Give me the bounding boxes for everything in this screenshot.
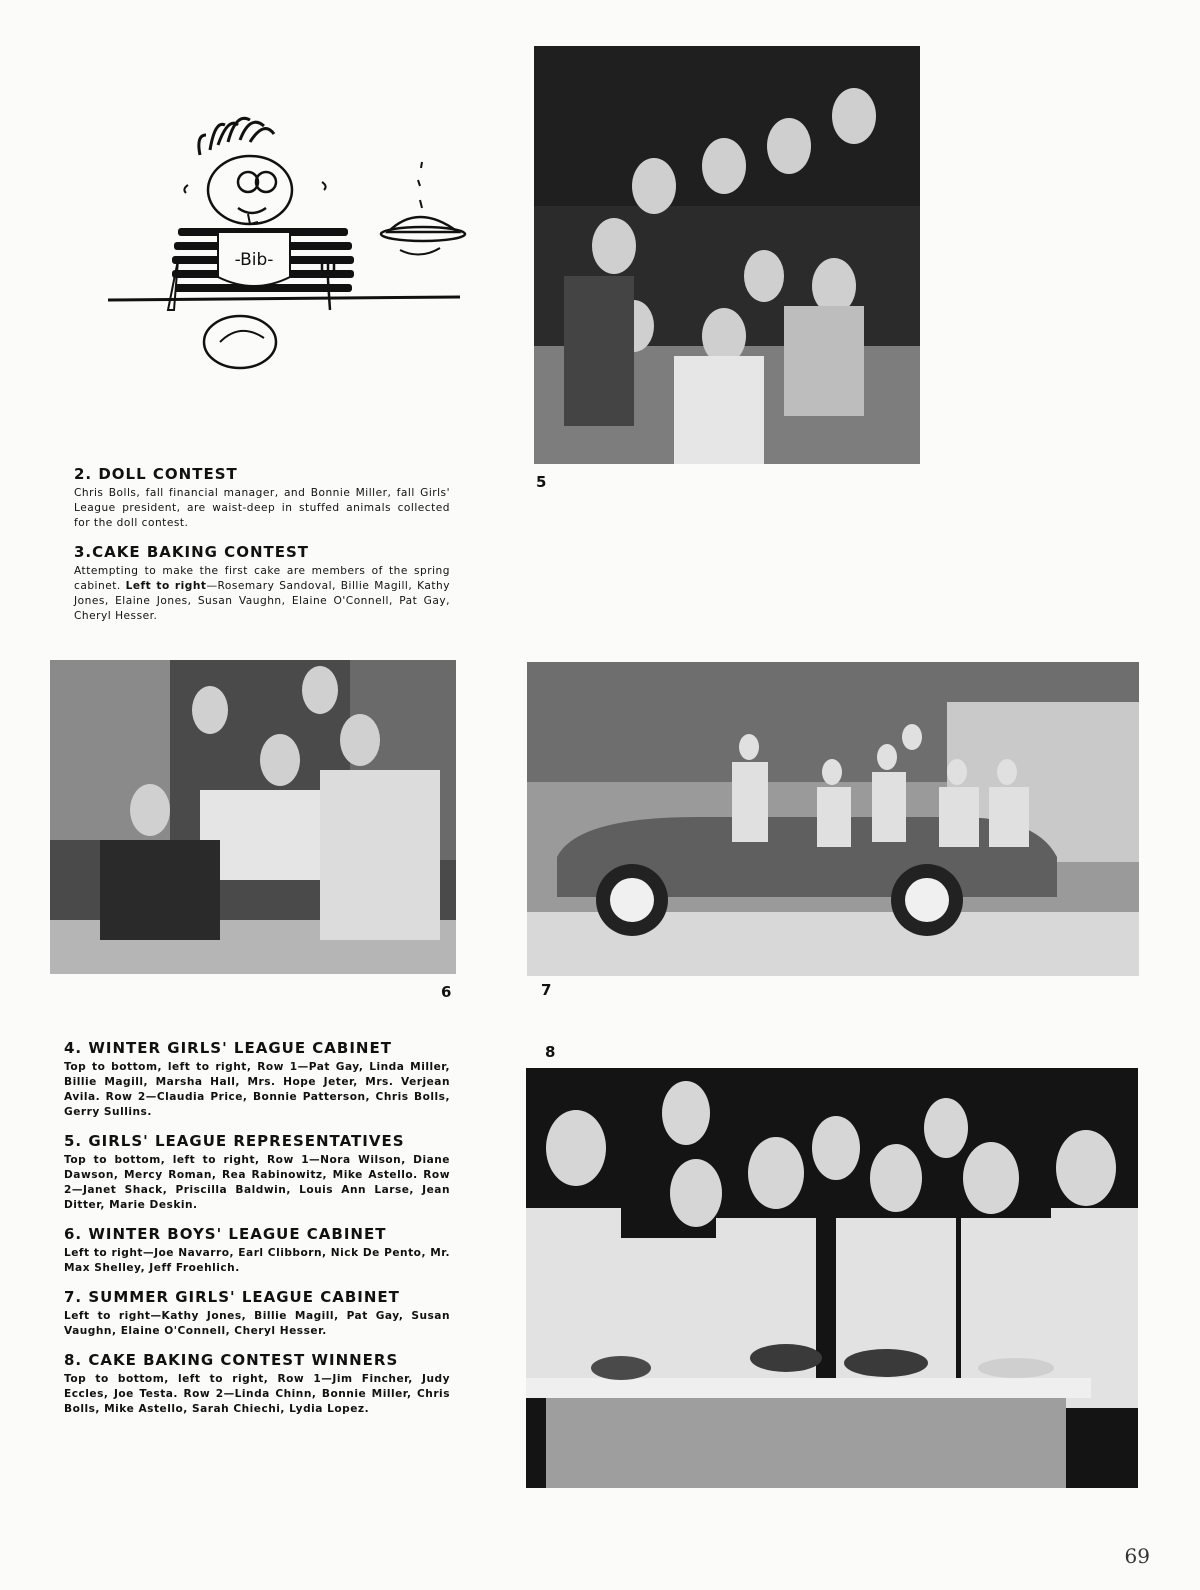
caption-text: —Rosemary Sandoval, Billie Magill, Kathy Jones, Elaine Jones, Susan Vaughn, Elaine O'Connell, Pat Gay, Cheryl Hesser. bbox=[74, 580, 450, 622]
caption-body bbox=[74, 486, 450, 531]
caption-body: Top to bottom, left to right, Row 1—Jim Fincher, Judy Eccles, Joe Testa. Row 2—Linda Chinn, Bonnie Miller, Chris Bolls, Mike Astello, Sarah Chiechi, Lydia Lopez. bbox=[64, 1373, 450, 1415]
caption-heading: 3.CAKE BAKING CONTEST bbox=[74, 543, 310, 561]
photo-number-6: 6 bbox=[441, 983, 452, 1001]
photo-6 bbox=[50, 660, 456, 974]
photo-number-5: 5 bbox=[536, 473, 547, 491]
caption-body: Left to right—Kathy Jones, Billie Magill, Pat Gay, Susan Vaughn, Elaine O'Connell, Cheryl Hesser. bbox=[64, 1310, 450, 1337]
caption-text: Attempting to make the first cake are members of the spring cabinet. bbox=[74, 565, 450, 592]
caption-heading: 2. DOLL CONTEST bbox=[74, 465, 238, 483]
photo-7 bbox=[527, 662, 1139, 976]
caption-heading: 6. WINTER BOYS' LEAGUE CABINET bbox=[64, 1225, 387, 1243]
caption-heading: 7. SUMMER GIRLS' LEAGUE CABINET bbox=[64, 1288, 400, 1306]
captions-top bbox=[74, 465, 450, 636]
bib-label: -Bib- bbox=[234, 250, 274, 270]
page-number: 69 bbox=[1124, 1544, 1150, 1568]
caption-body: Top to bottom, left to right, Row 1—Pat Gay, Linda Miller, Billie Magill, Marsha Hall, Mrs. Hope Jeter, Mrs. Verjean Avila. Row 2—Claudia Price, Bonnie Patterson, Chris Bolls, Gerry Sullins. bbox=[64, 1061, 450, 1118]
caption-body: Top to bottom, left to right, Row 1—Nora Wilson, Diane Dawson, Mercy Roman, Rea Rabinowitz, Mike Astello. Row 2—Janet Shack, Priscilla Baldwin, Louis Ann Larse, Jean Ditter, Marie Deskin. bbox=[64, 1154, 450, 1211]
caption-body: Left to right—Joe Navarro, Earl Clibborn, Nick De Pento, Mr. Max Shelley, Jeff Froehlich. bbox=[64, 1247, 450, 1274]
cartoon-drawing bbox=[100, 110, 470, 390]
caption-lead: Left to right bbox=[125, 580, 207, 592]
caption-body bbox=[74, 564, 450, 624]
caption-heading: 8. CAKE BAKING CONTEST WINNERS bbox=[64, 1351, 399, 1369]
caption-heading: 4. WINTER GIRLS' LEAGUE CABINET bbox=[64, 1039, 392, 1057]
photo-8 bbox=[526, 1068, 1138, 1488]
captions-bottom bbox=[64, 1039, 450, 1429]
bib-cartoon bbox=[100, 110, 470, 390]
caption-text: Chris Bolls, fall financial manager, and Bonnie Miller, fall Girls' League president, are waist-deep in stuffed animals collected for the doll contest. bbox=[74, 487, 450, 529]
photo-5 bbox=[534, 46, 920, 464]
caption-heading: 5. GIRLS' LEAGUE REPRESENTATIVES bbox=[64, 1132, 405, 1150]
photo-number-7: 7 bbox=[541, 981, 552, 999]
photo-number-8: 8 bbox=[545, 1043, 556, 1061]
